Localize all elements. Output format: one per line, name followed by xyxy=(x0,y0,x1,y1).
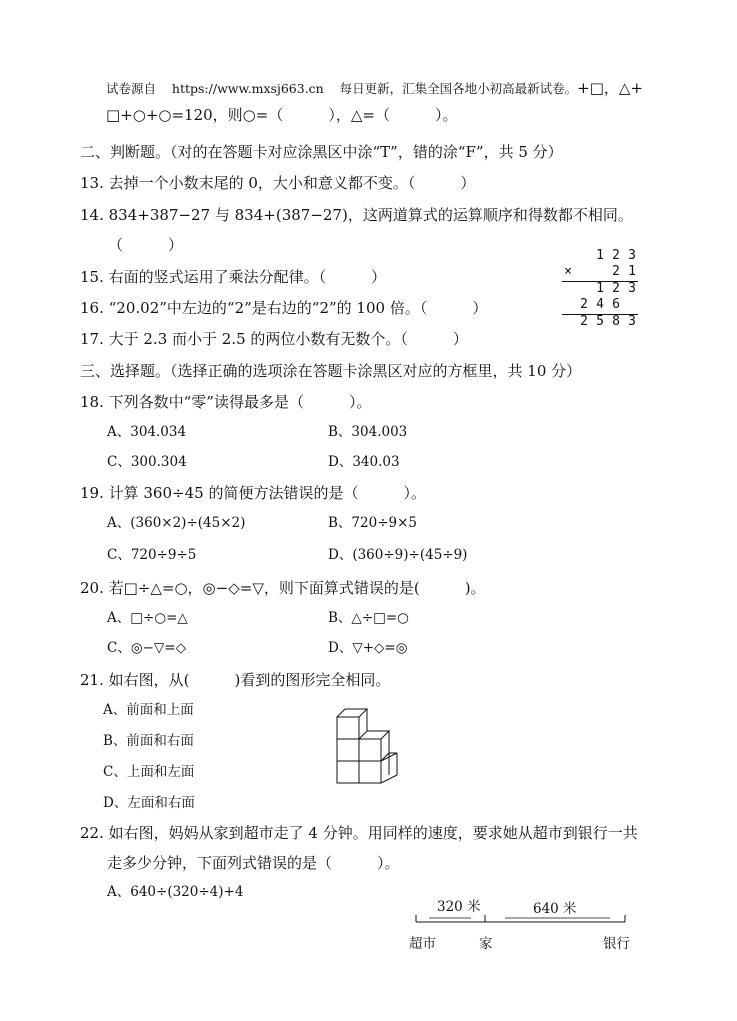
place-home: 家 xyxy=(479,936,493,952)
q20-option-a[interactable]: A、□÷○=△ xyxy=(107,610,188,626)
place-bank: 银行 xyxy=(603,936,630,952)
section2-title: 二、判断题。（对的在答题卡对应涂黑区中涂“T”，错的涂“F”，共 5 分） xyxy=(80,143,563,161)
question-15: 15. 右面的竖式运用了乘法分配律。（ ） xyxy=(80,268,387,286)
calc-times-sign: × xyxy=(564,264,572,279)
place-supermarket: 超市 xyxy=(409,936,436,952)
distance-640: 640 米 xyxy=(533,901,577,917)
question-22-line2: 走多少分钟，下面列式错误的是（ ）。 xyxy=(107,854,400,872)
q18-option-c[interactable]: C、300.304 xyxy=(107,454,187,470)
route-line xyxy=(405,911,635,929)
page-header xyxy=(106,78,643,99)
distance-320: 320 米 xyxy=(437,899,481,915)
calc-digit: 1 xyxy=(628,264,636,279)
header-slogan: 每日更新，汇集全国各地小初高最新试卷。 xyxy=(339,81,578,96)
question-21: 21. 如右图，从( )看到的图形完全相同。 xyxy=(80,671,391,689)
q18-option-b[interactable]: B、304.003 xyxy=(328,424,408,440)
carry-over-line: □+○+○=120，则○=（ ），△=（ ）。 xyxy=(106,106,458,124)
q18-option-a[interactable]: A、304.034 xyxy=(107,424,187,440)
calc-digit: 3 xyxy=(628,248,636,263)
q21-option-b[interactable]: B、前面和右面 xyxy=(103,733,194,749)
header-url[interactable]: https://www.mxsj663.cn xyxy=(171,81,324,96)
question-16: 16. “20.02”中左边的“2”是右边的“2”的 100 倍。（ ） xyxy=(80,299,488,317)
section3-title: 三、选择题。（选择正确的选项涂在答题卡涂黑区对应的方框里，共 10 分） xyxy=(80,362,582,380)
question-17: 17. 大于 2.3 而小于 2.5 的两位小数有无数个。（ ） xyxy=(80,330,468,348)
q22-option-a[interactable]: A、640÷(320÷4)+4 xyxy=(107,884,244,900)
q20-option-b[interactable]: B、△÷□=○ xyxy=(328,610,409,626)
q19-option-d[interactable]: D、(360÷9)÷(45÷9) xyxy=(328,547,468,563)
question-20: 20. 若□÷△=○，◎−◇=▽，则下面算式错误的是( )。 xyxy=(80,579,486,597)
calc-digit: 8 xyxy=(612,314,620,329)
vertical-multiplication xyxy=(560,248,640,330)
question-19: 19. 计算 360÷45 的简便方法错误的是（ ）。 xyxy=(80,484,426,502)
question-14: 14. 834+387−27 与 834+(387−27)，这两道算式的运算顺序和得数都不相同。 xyxy=(80,206,633,224)
q20-option-c[interactable]: C、◎−▽=◇ xyxy=(107,640,186,656)
q21-option-a[interactable]: A、前面和上面 xyxy=(103,702,194,718)
calc-digit: 2 xyxy=(580,314,588,329)
calc-digit: 2 xyxy=(612,264,620,279)
q19-option-a[interactable]: A、(360×2)÷(45×2) xyxy=(107,515,246,531)
calc-digit: 6 xyxy=(612,297,620,312)
calc-digit: 1 xyxy=(596,281,604,296)
question-18: 18. 下列各数中“零”读得最多是（ ）。 xyxy=(80,393,372,411)
question-13: 13. 去掉一个小数末尾的 0，大小和意义都不变。（ ） xyxy=(80,174,476,192)
q19-option-b[interactable]: B、720÷9×5 xyxy=(328,515,417,531)
q20-option-d[interactable]: D、▽+◇=◎ xyxy=(328,640,408,656)
cube-stack-figure xyxy=(333,705,405,787)
calc-digit: 3 xyxy=(628,314,636,329)
header-tail: +□，△+ xyxy=(577,79,644,97)
q19-option-c[interactable]: C、720÷9÷5 xyxy=(107,547,197,563)
calc-digit: 2 xyxy=(612,281,620,296)
calc-digit: 4 xyxy=(596,297,604,312)
q18-option-d[interactable]: D、340.03 xyxy=(328,454,400,470)
question-14-blank: （ ） xyxy=(108,236,184,254)
q21-option-c[interactable]: C、上面和左面 xyxy=(103,764,195,780)
q21-option-d[interactable]: D、左面和右面 xyxy=(103,795,195,811)
route-map xyxy=(405,895,635,955)
question-22-line1: 22. 如右图，妈妈从家到超市走了 4 分钟。用同样的速度，要求她从超市到银行一共 xyxy=(80,824,638,842)
header-source-label: 试卷源自 xyxy=(106,81,157,96)
calc-digit: 3 xyxy=(628,281,636,296)
calc-digit: 5 xyxy=(596,314,604,329)
calc-digit: 2 xyxy=(612,248,620,263)
calc-digit: 1 xyxy=(596,248,604,263)
calc-digit: 2 xyxy=(580,297,588,312)
